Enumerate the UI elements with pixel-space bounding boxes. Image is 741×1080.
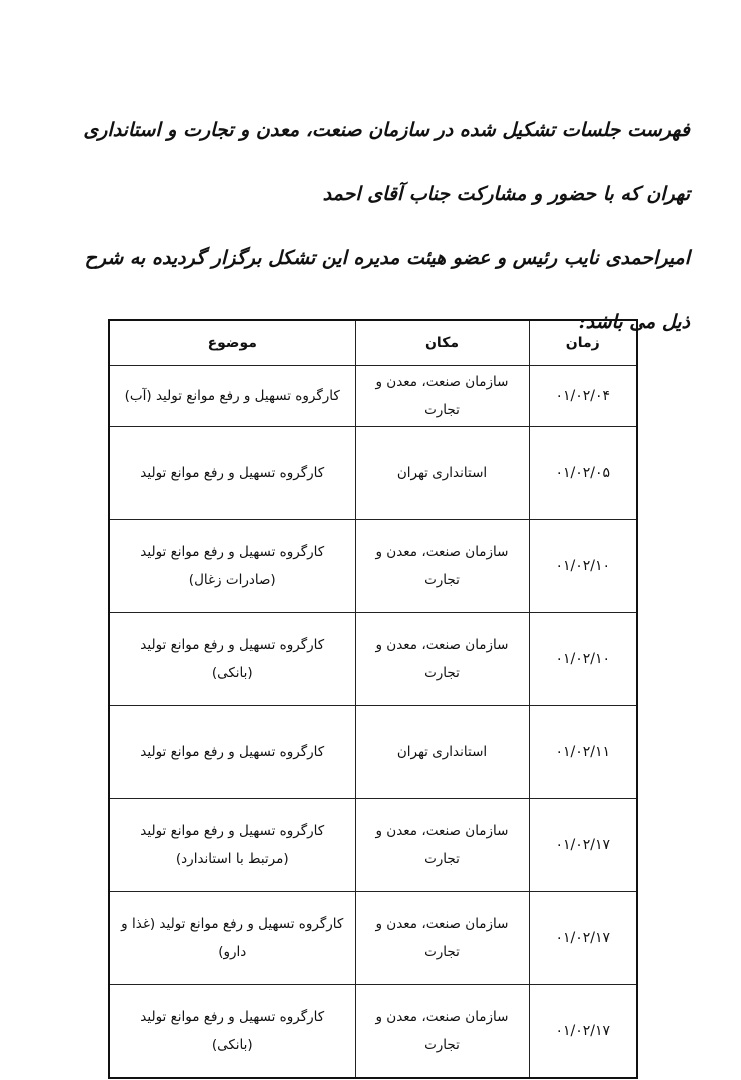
cell-time: ۰۱/۰۲/۱۱: [529, 706, 637, 799]
cell-place: سازمان صنعت، معدن و تجارت: [355, 985, 529, 1079]
cell-topic: کارگروه تسهیل و رفع موانع تولید (بانکی): [109, 985, 355, 1079]
table-row: [109, 706, 637, 799]
cell-topic: کارگروه تسهیل و رفع موانع تولید: [109, 427, 355, 520]
cell-place: سازمان صنعت، معدن و تجارت: [355, 520, 529, 613]
header-time: زمان: [529, 320, 637, 366]
cell-time: ۰۱/۰۲/۱۷: [529, 985, 637, 1079]
intro-paragraph: [70, 98, 690, 354]
meetings-table: [108, 319, 638, 1079]
cell-topic: کارگروه تسهیل و رفع موانع تولید (آب): [109, 366, 355, 427]
header-topic: موضوع: [109, 320, 355, 366]
table-row: [109, 799, 637, 892]
cell-topic: کارگروه تسهیل و رفع موانع تولید (صادرات زغال): [109, 520, 355, 613]
table-row: [109, 427, 637, 520]
header-place: مکان: [355, 320, 529, 366]
table-header-row: [109, 320, 637, 366]
cell-time: ۰۱/۰۲/۱۰: [529, 520, 637, 613]
cell-topic: کارگروه تسهیل و رفع موانع تولید (مرتبط با استاندارد): [109, 799, 355, 892]
cell-place: سازمان صنعت، معدن و تجارت: [355, 366, 529, 427]
cell-place: استانداری تهران: [355, 706, 529, 799]
cell-topic: کارگروه تسهیل و رفع موانع تولید (غذا و دارو): [109, 892, 355, 985]
cell-place: استانداری تهران: [355, 427, 529, 520]
table-row: [109, 985, 637, 1079]
cell-time: ۰۱/۰۲/۱۷: [529, 799, 637, 892]
cell-time: ۰۱/۰۲/۱۰: [529, 613, 637, 706]
table-row: [109, 613, 637, 706]
intro-line-1: فهرست جلسات تشکیل شده در سازمان صنعت، معدن و تجارت و استانداری تهران که با حضور و مشارکت جناب آقای احمد: [83, 119, 690, 205]
cell-topic: کارگروه تسهیل و رفع موانع تولید (بانکی): [109, 613, 355, 706]
table-row: [109, 892, 637, 985]
cell-place: سازمان صنعت، معدن و تجارت: [355, 892, 529, 985]
cell-time: ۰۱/۰۲/۱۷: [529, 892, 637, 985]
table-row: [109, 520, 637, 613]
cell-time: ۰۱/۰۲/۰۴: [529, 366, 637, 427]
cell-topic: کارگروه تسهیل و رفع موانع تولید: [109, 706, 355, 799]
table-row: [109, 366, 637, 427]
cell-place: سازمان صنعت، معدن و تجارت: [355, 799, 529, 892]
cell-time: ۰۱/۰۲/۰۵: [529, 427, 637, 520]
cell-place: سازمان صنعت، معدن و تجارت: [355, 613, 529, 706]
intro-line-2: امیراحمدی نایب رئیس و عضو هیئت مدیره این تشکل برگزار گردیده به شرح ذیل می باشد:: [84, 247, 690, 333]
